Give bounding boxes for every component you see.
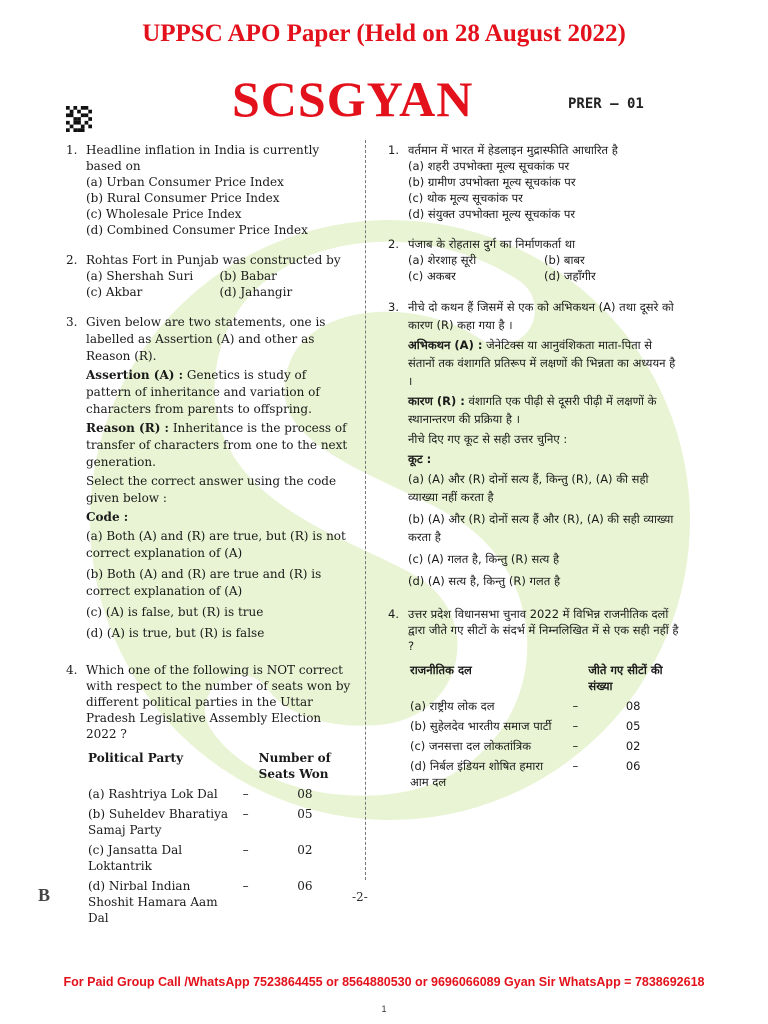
seat-count: 05 [625, 719, 641, 733]
assertion-label: अभिकथन (A) : [408, 338, 483, 352]
code-label: कूट : [408, 452, 432, 466]
party-seats-table [408, 660, 680, 792]
question-number: 3. [388, 300, 399, 314]
table-row [408, 696, 680, 716]
col-header-party: Political Party [88, 751, 184, 765]
question-text: Rohtas Fort in Punjab was constructed by [86, 253, 341, 267]
qr-code-icon [66, 106, 92, 132]
table-row [408, 756, 680, 792]
reason-text: वंशागति एक पीढ़ी से दूसरी पीढ़ी में लक्षणों के स्थानान्तरण की प्रक्रिया है । [408, 394, 657, 426]
question-4-hi [380, 606, 680, 792]
page-number: -2- [352, 890, 368, 904]
paper-code: PRER – 01 [568, 96, 644, 112]
option-c: (c) Akbar [86, 285, 143, 299]
question-text: Which one of the following is NOT correct with respect to the number of seats won by different political parties in the Uttar Pradesh Legislative Assembly Election 2022 ? [86, 663, 351, 741]
table-row [86, 840, 353, 876]
party-name: (b) Suheldev Bharatiya Samaj Party [88, 807, 229, 837]
question-text: Given below are two statements, one is labelled as Assertion (A) and other as Reason (R). [86, 315, 326, 363]
question-number: 4. [388, 607, 399, 621]
brand-logo-text: SCSGYAN [232, 71, 474, 127]
column-divider [365, 140, 366, 880]
question-number: 2. [66, 253, 78, 267]
question-number: 2. [388, 237, 399, 251]
question-2-hi [380, 236, 680, 284]
question-number: 1. [388, 143, 399, 157]
party-name: (c) जनसत्ता दल लोकतांत्रिक [410, 739, 532, 753]
dash: – [572, 719, 579, 733]
option-c: (c) (A) is false, but (R) is true [86, 605, 264, 619]
assertion-text: जेनेटिक्स या आनुवंशिकता माता-पिता से संतानों तक वंशागति प्रतिरूप में लक्षणों की भिन्नता का अध्ययन है । [408, 338, 676, 388]
question-3-en [58, 314, 353, 642]
dash: – [242, 843, 249, 857]
hindi-column [380, 142, 680, 806]
col-header-seats: जीते गए सीटों की संख्या [588, 663, 663, 693]
dash: – [242, 807, 249, 821]
option-c: (c) अकबर [408, 269, 456, 283]
assertion-text: Genetics is study of pattern of inheritance and variation of characters from parents to offspring. [86, 368, 320, 416]
question-2-en [58, 252, 353, 300]
seat-count: 02 [625, 739, 641, 753]
dash: – [242, 879, 249, 893]
col-header-seats: Number of Seats Won [258, 751, 331, 781]
party-name: (b) सुहेलदेव भारतीय समाज पार्टी [410, 719, 552, 733]
option-b: (b) (A) और (R) दोनों सत्य हैं और (R), (A) की सही व्याख्या करता है [408, 512, 674, 544]
reason-label: Reason (R) : [86, 421, 169, 435]
option-b: (b) Rural Consumer Price Index [86, 191, 280, 205]
option-a: (a) Shershah Suri [86, 269, 194, 283]
option-b: (b) ग्रामीण उपभोक्ता मूल्य सूचकांक पर [408, 175, 576, 189]
option-a: (a) शेरशाह सूरी [408, 253, 477, 267]
seat-count: 08 [297, 787, 313, 801]
option-d: (d) जहाँगीर [544, 269, 596, 283]
question-1-en [58, 142, 353, 238]
option-c: (c) (A) गलत है, किन्तु (R) सत्य है [408, 552, 560, 566]
option-a: (a) Urban Consumer Price Index [86, 175, 284, 189]
seat-count: 08 [625, 699, 641, 713]
party-seats-table [86, 748, 353, 928]
dash: – [572, 759, 579, 773]
party-name: (d) निर्बल इंडियन शोषित हमारा आम दल [410, 759, 544, 789]
reason-text: Inheritance is the process of transfer of characters from one to the next generation. [86, 421, 348, 469]
dash: – [572, 739, 579, 753]
party-name: (a) राष्ट्रीय लोक दल [410, 699, 495, 713]
question-text: Headline inflation in India is currently based on [86, 143, 320, 173]
party-name: (d) Nirbal Indian Shoshit Hamara Aam Dal [88, 879, 218, 925]
table-row [408, 716, 680, 736]
question-number: 3. [66, 315, 78, 329]
option-b: (b) Both (A) and (R) are true and (R) is correct explanation of (A) [86, 567, 322, 598]
option-c: (c) Wholesale Price Index [86, 207, 242, 221]
sheet-number: 1 [381, 1004, 387, 1014]
reason-label: कारण (R) : [408, 394, 465, 408]
question-text: नीचे दो कथन हैं जिसमें से एक को अभिकथन (A) तथा दूसरे को कारण (R) कहा गया है । [408, 300, 674, 332]
option-c: (c) थोक मूल्य सूचकांक पर [408, 191, 523, 205]
table-row [408, 736, 680, 756]
promo-contact-line: For Paid Group Call /WhatsApp 7523864455 or 8564880530 or 9696066089 Gyan Sir WhatsApp = 7838692618 [63, 975, 705, 989]
option-a: (a) शहरी उपभोक्ता मूल्य सूचकांक पर [408, 159, 570, 173]
table-row [86, 784, 353, 804]
question-3-hi [380, 298, 680, 590]
option-d: (d) संयुक्त उपभोक्ता मूल्य सूचकांक पर [408, 207, 576, 221]
booklet-series: B [38, 885, 51, 905]
option-a: (a) (A) और (R) दोनों सत्य हैं, किन्तु (R), (A) की सही व्याख्या नहीं करता है [408, 472, 649, 504]
table-row [86, 804, 353, 840]
option-b: (b) Babar [219, 269, 277, 283]
party-name: (c) Jansatta Dal Loktantrik [88, 843, 183, 873]
seat-count: 05 [297, 807, 313, 821]
seat-count: 06 [297, 879, 313, 893]
table-row [86, 876, 353, 928]
question-text: पंजाब के रोहतास दुर्ग का निर्माणकर्ता था [408, 237, 576, 251]
party-name: (a) Rashtriya Lok Dal [88, 787, 218, 801]
english-column [58, 142, 353, 942]
option-b: (b) बाबर [544, 253, 585, 267]
option-d: (d) (A) is true, but (R) is false [86, 626, 265, 640]
option-d: (d) Jahangir [219, 285, 293, 299]
select-instruction: नीचे दिए गए कूट से सही उत्तर चुनिए : [408, 432, 568, 446]
code-label: Code : [86, 510, 129, 524]
question-number: 4. [66, 663, 78, 677]
option-a: (a) Both (A) and (R) are true, but (R) is not correct explanation of (A) [86, 529, 346, 560]
question-1-hi [380, 142, 680, 222]
option-d: (d) (A) सत्य है, किन्तु (R) गलत है [408, 574, 561, 588]
question-text: वर्तमान में भारत में हेडलाइन मुद्रास्फीति आधारित है [408, 143, 618, 157]
question-number: 1. [66, 143, 78, 157]
question-text: उत्तर प्रदेश विधानसभा चुनाव 2022 में विभिन्न राजनीतिक दलों द्वारा जीते गए सीटों के संदर्भ में निम्नलिखित में से एक सही नहीं है ? [408, 607, 679, 653]
dash: – [572, 699, 579, 713]
assertion-label: Assertion (A) : [86, 368, 184, 382]
select-instruction: Select the correct answer using the code given below : [86, 474, 337, 505]
page-title: UPPSC APO Paper (Held on 28 August 2022) [142, 20, 626, 47]
dash: – [242, 787, 249, 801]
seat-count: 06 [625, 759, 641, 773]
option-d: (d) Combined Consumer Price Index [86, 223, 308, 237]
seat-count: 02 [297, 843, 313, 857]
col-header-party: राजनीतिक दल [410, 663, 472, 677]
question-4-en [58, 662, 353, 928]
